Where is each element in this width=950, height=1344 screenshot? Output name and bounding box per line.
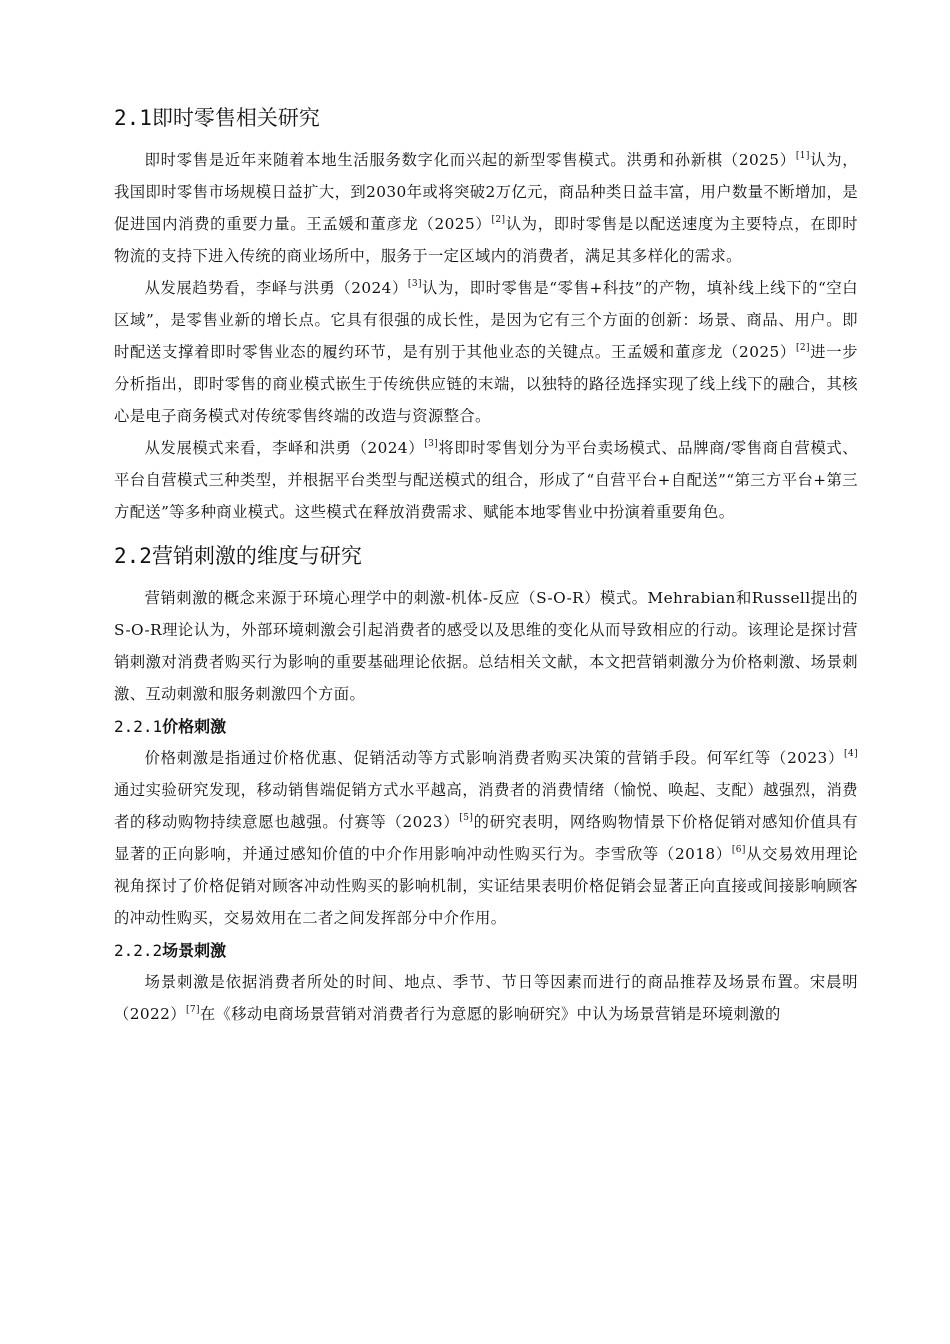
paragraph-text: 在《移动电商场景营销对消费者行为意愿的影响研究》中认为场景营销是环境刺激的 (199, 1005, 781, 1023)
section-number: 2.1 (114, 106, 152, 130)
citation-ref: [4] (844, 749, 858, 759)
paragraph-text: 通过实验研究发现，移动销售端促销方式水平越高，消费者的消费情绪（愉悦、唤起、支配）越强烈，消费者的移动购物持续意愿也越强。付赛等（2023） (114, 781, 858, 831)
section-title: 营销刺激的维度与研究 (151, 544, 362, 568)
paragraph (114, 582, 858, 710)
paragraph (114, 272, 858, 432)
paragraph-text: 从交易效用理论视角探讨了价格促销对顾客冲动性购买的影响机制，实证结果表明价格促销会显著正向直接或间接影响顾客的冲动性购买，交易效用在二者之间发挥部分中介作用。 (114, 845, 858, 927)
subsection-heading-2-2-2 (114, 936, 858, 966)
section-title: 即时零售相关研究 (151, 106, 320, 130)
paragraph (114, 432, 858, 528)
paragraph (114, 742, 858, 934)
paragraph-text: 认为，即时零售是以配送速度为主要特点，在即时物流的支持下进入传统的商业场所中，服务于一定区域内的消费者，满足其多样化的需求。 (114, 215, 858, 265)
document-body (114, 98, 858, 1030)
section-heading-2-1 (114, 98, 858, 138)
subsection-number: 2.2.2 (114, 941, 163, 960)
paragraph-text: 营销刺激的概念来源于环境心理学中的刺激-机体-反应（S-O-R）模式。Mehrabian和Russell提出的S-O-R理论认为，外部环境刺激会引起消费者的感受以及思维的变化从而导致相应的行动。该理论是探讨营销刺激对消费者购买行为影响的重要基础理论依据。总结相关文献，本文把营销刺激分为价格刺激、场景刺激、互动刺激和服务刺激四个方面。 (114, 589, 858, 703)
citation-ref: [3] (407, 279, 422, 289)
section-number: 2.2 (114, 544, 152, 568)
paragraph-text: 进一步分析指出，即时零售的商业模式嵌生于传统供应链的末端，以独特的路径选择实现了线上线下的融合，其核心是电子商务模式对传统零售终端的改造与资源整合。 (114, 343, 858, 425)
subsection-title: 场景刺激 (162, 941, 227, 960)
paragraph-text: 从发展趋势看，李峄与洪勇（2024） (144, 279, 408, 297)
subsection-heading-2-2-1 (114, 712, 858, 742)
citation-ref: [2] (491, 215, 506, 225)
citation-ref: [5] (459, 813, 474, 823)
citation-ref: [2] (795, 343, 810, 353)
citation-ref: [3] (424, 439, 439, 449)
citation-ref: [1] (795, 151, 810, 161)
paragraph-text: 即时零售是近年来随着本地生活服务数字化而兴起的新型零售模式。洪勇和孙新棋（2025） (144, 151, 796, 169)
paragraph-text: 从发展模式来看，李峄和洪勇（2024） (144, 439, 425, 457)
paragraph-text: 价格刺激是指通过价格优惠、促销活动等方式影响消费者购买决策的营销手段。何军红等（2023） (144, 749, 845, 767)
paragraph-text: 将即时零售划分为平台卖场模式、品牌商/零售商自营模式、平台自营模式三种类型，并根据平台类型与配送模式的组合，形成了“自营平台+自配送”“第三方平台+第三方配送”等多种商业模式。这些模式在释放消费需求、赋能本地零售业中扮演着重要角色。 (114, 439, 858, 521)
citation-ref: [7] (185, 1005, 200, 1015)
section-heading-2-2 (114, 536, 858, 576)
paragraph-text: 认为，我国即时零售市场规模日益扩大，到2030年或将突破2万亿元，商品种类日益丰富，用户数量不断增加，是促进国内消费的重要力量。王孟媛和董彦龙（2025） (114, 151, 858, 233)
paragraph-text: 的研究表明，网络购物情景下价格促销对感知价值具有显著的正向影响，并通过感知价值的中介作用影响冲动性购买行为。李雪欣等（2018） (114, 813, 858, 863)
citation-ref: [6] (731, 845, 746, 855)
paragraph (114, 966, 858, 1030)
paragraph (114, 144, 858, 272)
paragraph-text: 认为，即时零售是“零售+科技”的产物，填补线上线下的“空白区域”，是零售业新的增长点。它具有很强的成长性，是因为它有三个方面的创新：场景、商品、用户。即时配送支撑着即时零售业态的履约环节，是有别于其他业态的关键点。王孟媛和董彦龙（2025） (114, 279, 858, 361)
subsection-title: 价格刺激 (162, 717, 227, 736)
subsection-number: 2.2.1 (114, 717, 163, 736)
paragraph-text: 场景刺激是依据消费者所处的时间、地点、季节、节日等因素而进行的商品推荐及场景布置。宋晨明（2022） (114, 973, 858, 1023)
